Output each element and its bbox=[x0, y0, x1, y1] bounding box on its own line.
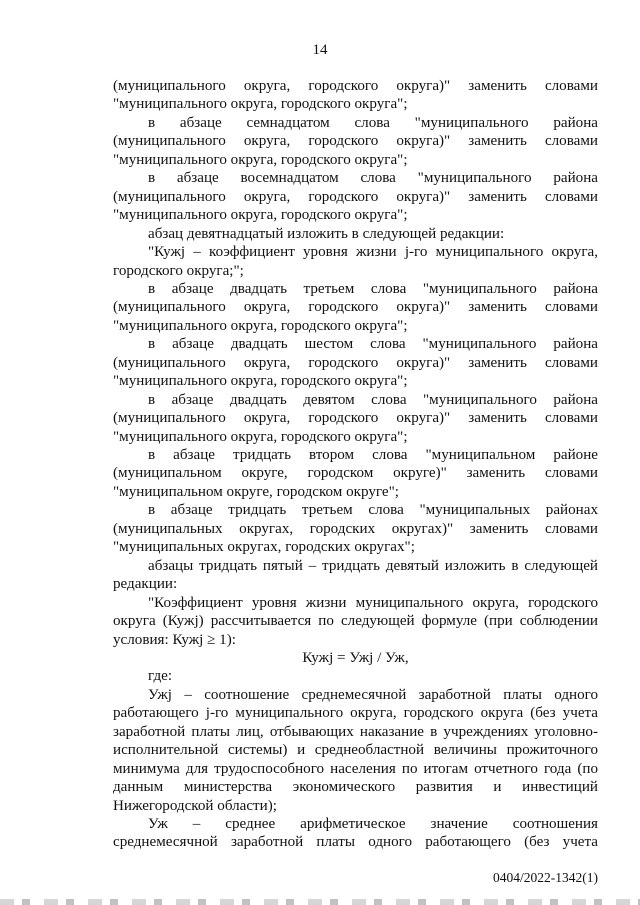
text-line: в абзаце восемнадцатом слова "муниципального района bbox=[148, 170, 598, 187]
text-line: (муниципального округа, городского округа)" заменить словами bbox=[113, 354, 598, 371]
text-line: данным министерства экономического развития и инвестиций bbox=[113, 779, 598, 796]
text-line: Нижегородской области); bbox=[113, 797, 277, 814]
text-line: (муниципального округа, городского округа)" заменить словами bbox=[113, 410, 598, 427]
text-line: "муниципальных округах, городских округах"; bbox=[113, 539, 415, 556]
document-code: 0404/2022-1342(1) bbox=[493, 870, 598, 885]
text-line: в абзаце двадцать третьем слова "муниципального района bbox=[148, 280, 598, 297]
text-line: заработной платы лиц, отбывающих наказание в учреждениях уголовно- bbox=[113, 723, 598, 740]
text-line: "муниципального округа, городского округа"; bbox=[113, 151, 408, 168]
text-line: редакции: bbox=[113, 576, 178, 593]
text-line: исполнительной системы) и среднеобластной величины прожиточного bbox=[113, 742, 598, 759]
text-line: в абзаце двадцать шестом слова "муниципального района bbox=[148, 336, 598, 353]
text-line: в абзаце семнадцатом слова "муниципального района bbox=[148, 114, 598, 131]
text-line: "муниципального округа, городского округа"; bbox=[113, 96, 408, 113]
text-line: "Кужj – коэффициент уровня жизни j-го муниципального округа, bbox=[148, 244, 598, 261]
text-line: (муниципального округа, городского округа)" заменить словами bbox=[113, 78, 598, 94]
text-line: абзац девятнадцатый изложить в следующей редакции: bbox=[148, 225, 505, 242]
text-line: Ужj – соотношение среднемесячной заработной платы одного bbox=[148, 686, 598, 703]
text-line: среднемесячной заработной платы одного работающего (без учета bbox=[113, 834, 598, 851]
text-line: "муниципального округа, городского округа"; bbox=[113, 373, 408, 390]
text-line: работающего j-го муниципального округа, городского округа (без учета bbox=[113, 705, 598, 722]
text-line: (муниципальных округах, городских округах)" заменить словами bbox=[113, 520, 598, 537]
scan-artifact bbox=[0, 899, 640, 905]
text-line: условия: Кужj ≥ 1): bbox=[113, 631, 236, 648]
text-line: (муниципального округа, городского округа)" заменить словами bbox=[113, 299, 598, 316]
text-line: городского округа;"; bbox=[113, 262, 244, 279]
text-line: "муниципального округа, городского округа"; bbox=[113, 207, 408, 224]
text-line: округа (Кужj) рассчитывается по следующей формуле (при соблюдении bbox=[113, 613, 598, 630]
text-line: "муниципального округа, городского округа"; bbox=[113, 317, 408, 334]
text-line: в абзаце двадцать девятом слова "муниципального района bbox=[148, 391, 598, 408]
text-line: (муниципальном округе, городском округе)" заменить словами bbox=[113, 465, 598, 482]
text-line: "Коэффициент уровня жизни муниципального округа, городского bbox=[148, 594, 598, 611]
text-line: в абзаце тридцать втором слова "муниципальном районе bbox=[148, 447, 598, 463]
text-line: где: bbox=[148, 668, 173, 685]
text-line: (муниципального округа, городского округа)" заменить словами bbox=[113, 133, 598, 150]
text-line: Уж – среднее арифметическое значение соотношения bbox=[148, 816, 598, 832]
text-line: Кужj = Ужj / Уж, bbox=[302, 649, 409, 666]
page-number: 14 bbox=[312, 42, 328, 58]
text-line: "муниципального округа, городского округа"; bbox=[113, 428, 408, 445]
text-line: (муниципального округа, городского округа)" заменить словами bbox=[113, 188, 598, 205]
text-line: минимума для трудоспособного населения по итогам отчетного года (по bbox=[113, 760, 598, 777]
text-line: "муниципальном округе, городском округе"; bbox=[113, 483, 399, 500]
text-line: в абзаце тридцать третьем слова "муниципальных районах bbox=[148, 502, 598, 519]
text-line: абзацы тридцать пятый – тридцать девятый изложить в следующей bbox=[148, 557, 598, 574]
